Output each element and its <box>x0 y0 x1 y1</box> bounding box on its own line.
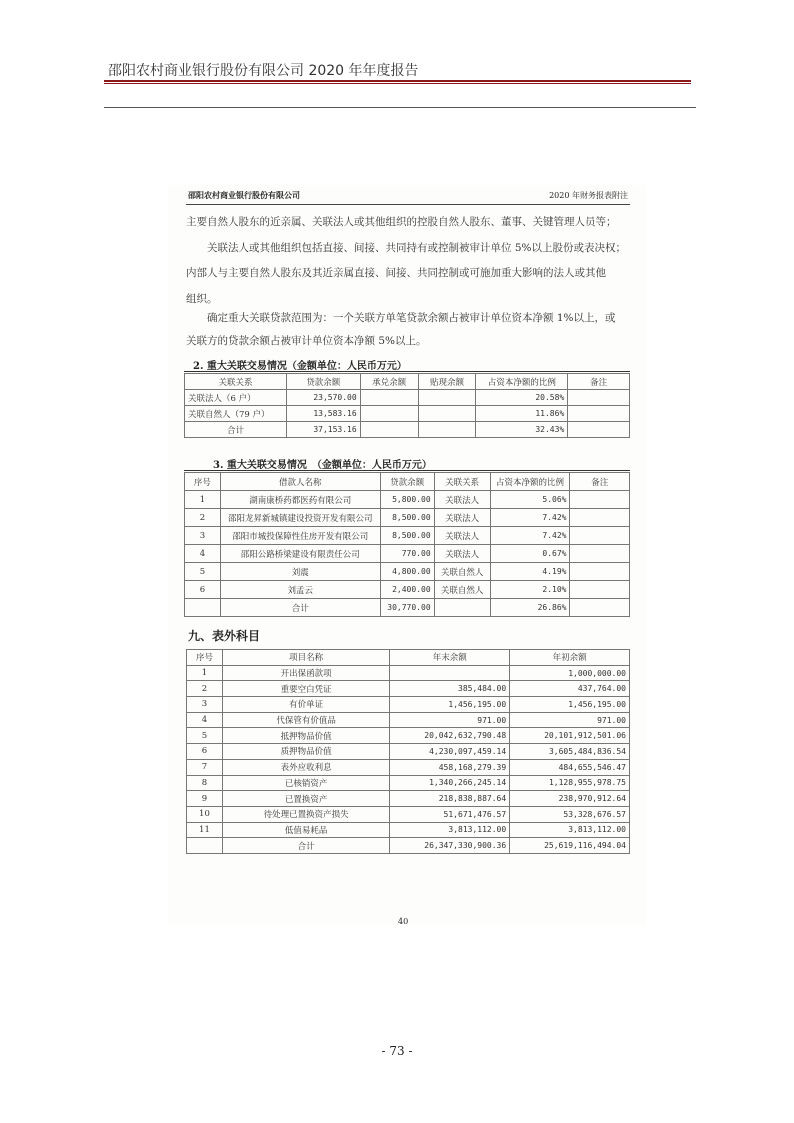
paragraph-line-6: 关联方的贷款余额占被审计单位资本净额 5%以上。 <box>186 335 427 347</box>
table-cell <box>568 390 630 406</box>
paragraph-line-4: 组织。 <box>186 293 218 305</box>
table-cell: 8,500.00 <box>380 509 434 527</box>
table-cell: 3,813,112.00 <box>390 822 510 838</box>
table-cell: 5,800.00 <box>380 491 434 509</box>
table-cell: 20,042,632,790.48 <box>390 728 510 744</box>
off-balance-sheet-table <box>186 649 630 854</box>
table-cell: 表外应收利息 <box>222 759 389 775</box>
table-cell: 质押物品价值 <box>222 744 389 760</box>
table-row <box>187 681 630 697</box>
table-header-cell: 备注 <box>570 473 630 491</box>
scan-header-section: 2020 年财务报表附注 <box>549 191 628 200</box>
related-party-summary-table <box>184 373 630 438</box>
table-cell: 30,770.00 <box>380 599 434 617</box>
table-cell: 6 <box>185 581 221 599</box>
table-cell <box>418 390 476 406</box>
table-header-row <box>185 374 630 390</box>
table-cell: 1,456,195.00 <box>390 697 510 713</box>
table-cell: 971.00 <box>510 712 630 728</box>
table-cell: 关联法人 <box>434 527 490 545</box>
table-cell: 5 <box>187 728 223 744</box>
table-cell: 458,168,279.39 <box>390 759 510 775</box>
table-cell: 2 <box>185 509 221 527</box>
paragraph-line-2: 关联法人或其他组织包括直接、间接、共同持有或控制被审计单位 5%以上股份或表决权； <box>186 242 626 254</box>
table-cell: 1 <box>187 665 223 681</box>
table-cell: 关联法人（6 户） <box>185 390 287 406</box>
scan-header-company: 邵阳农村商业银行股份有限公司 <box>188 190 300 200</box>
table-cell: 3 <box>185 527 221 545</box>
table-cell: 已核销资产 <box>222 775 389 791</box>
table-cell <box>185 599 221 617</box>
table-cell: 770.00 <box>380 545 434 563</box>
table-cell: 5 <box>185 563 221 581</box>
table-cell: 9 <box>187 791 223 807</box>
table-cell <box>434 599 490 617</box>
table-cell: 4.19% <box>490 563 570 581</box>
table-cell: 4,230,097,459.14 <box>390 744 510 760</box>
table-header-row <box>185 473 630 491</box>
table-cell <box>570 545 630 563</box>
table-header-cell: 占资本净额的比例 <box>476 374 568 390</box>
table-cell: 25,619,116,494.04 <box>510 838 630 854</box>
table-header-cell: 备注 <box>568 374 630 390</box>
table1-top-rule <box>184 371 630 372</box>
table-cell: 关联自然人（79 户） <box>185 406 287 422</box>
table-row <box>185 581 630 599</box>
table-cell: 1 <box>185 491 221 509</box>
header-rule-thin <box>104 83 691 84</box>
table-cell: 26,347,330,900.36 <box>390 838 510 854</box>
table-header-cell: 序号 <box>187 650 223 666</box>
table-cell <box>187 838 223 854</box>
table-cell: 3 <box>187 697 223 713</box>
table-cell: 8 <box>187 775 223 791</box>
table-row <box>187 728 630 744</box>
table-cell: 关联法人 <box>434 545 490 563</box>
table-cell: 437,764.00 <box>510 681 630 697</box>
table-cell <box>568 422 630 438</box>
table-row <box>187 806 630 822</box>
table-cell: 218,838,887.64 <box>390 791 510 807</box>
table-cell: 37,153.16 <box>286 422 360 438</box>
table-row <box>185 390 630 406</box>
table-cell <box>570 563 630 581</box>
paragraph-line-3: 内部人与主要自然人股东及其近亲属直接、间接、共同控制或可施加重大影响的法人或其他 <box>186 267 606 279</box>
table-cell: 2,400.00 <box>380 581 434 599</box>
table-row <box>187 822 630 838</box>
table-cell: 0.67% <box>490 545 570 563</box>
table-header-cell: 年末余额 <box>390 650 510 666</box>
major-related-loans-table <box>184 472 630 617</box>
table-cell: 20.58% <box>476 390 568 406</box>
table-header-cell: 占资本净额的比例 <box>490 473 570 491</box>
table-cell: 已置换资产 <box>222 791 389 807</box>
table-cell: 23,570.00 <box>286 390 360 406</box>
table-cell: 邵阳龙昇新城镇建设投资开发有限公司 <box>220 509 380 527</box>
table-cell: 关联自然人 <box>434 581 490 599</box>
table-cell: 7.42% <box>490 509 570 527</box>
table-header-cell: 序号 <box>185 473 221 491</box>
table-cell: 2 <box>187 681 223 697</box>
table-cell <box>360 390 418 406</box>
table-cell: 4 <box>185 545 221 563</box>
paragraph-line-1: 主要自然人股东的近亲属、关联法人或其他组织的控股自然人股东、董事、关键管理人员等； <box>186 216 617 228</box>
table2-top-rule <box>184 470 630 471</box>
table-row <box>185 545 630 563</box>
table-row <box>187 665 630 681</box>
table-cell: 20,101,912,501.06 <box>510 728 630 744</box>
table-row <box>185 491 630 509</box>
table-row <box>185 406 630 422</box>
table-total-row <box>185 599 630 617</box>
table-cell: 51,671,476.57 <box>390 806 510 822</box>
table-cell: 6 <box>187 744 223 760</box>
table-header-cell: 承兑余额 <box>360 374 418 390</box>
table-cell: 7.42% <box>490 527 570 545</box>
page-number: - 73 - <box>381 1044 413 1058</box>
table-cell <box>570 509 630 527</box>
table-cell: 邵阳市城投保障性住房开发有限公司 <box>220 527 380 545</box>
report-header: 邵阳农村商业银行股份有限公司 2020 年年度报告 <box>108 63 419 79</box>
table-cell: 238,970,912.64 <box>510 791 630 807</box>
scan-page-number: 40 <box>398 917 409 926</box>
table-cell <box>418 422 476 438</box>
table-cell: 低值易耗品 <box>222 822 389 838</box>
table-row <box>187 712 630 728</box>
table-row <box>187 697 630 713</box>
table-header-cell: 项目名称 <box>222 650 389 666</box>
table-cell <box>570 599 630 617</box>
table-cell: 1,000,000.00 <box>510 665 630 681</box>
table-header-cell: 贴现余额 <box>418 374 476 390</box>
table1-caption: 2. 重大关联交易情况（金额单位：人民币万元） <box>193 361 407 372</box>
table-cell: 3,813,112.00 <box>510 822 630 838</box>
table-cell <box>418 406 476 422</box>
table-cell: 32.43% <box>476 422 568 438</box>
table-cell: 关联法人 <box>434 491 490 509</box>
table-cell: 重要空白凭证 <box>222 681 389 697</box>
table-cell: 3,605,484,836.54 <box>510 744 630 760</box>
table-cell <box>570 491 630 509</box>
table-cell <box>568 406 630 422</box>
table-cell: 关联法人 <box>434 509 490 527</box>
table-cell: 代保管有价值品 <box>222 712 389 728</box>
header-rule <box>104 80 691 82</box>
table-cell: 待处理已置换资产损失 <box>222 806 389 822</box>
scan-header-rule <box>186 204 630 205</box>
table-cell: 刘震 <box>220 563 380 581</box>
table-cell: 关联自然人 <box>434 563 490 581</box>
table-cell: 53,328,676.57 <box>510 806 630 822</box>
table-cell <box>570 581 630 599</box>
table-row <box>187 744 630 760</box>
table-cell: 484,655,546.47 <box>510 759 630 775</box>
table-cell: 合计 <box>222 838 389 854</box>
table-header-cell: 贷款余额 <box>286 374 360 390</box>
table-cell: 开出保函款项 <box>222 665 389 681</box>
table-cell: 邵阳公路桥梁建设有限责任公司 <box>220 545 380 563</box>
table2-caption: 3. 重大关联交易情况 （金额单位：人民币万元） <box>213 460 432 471</box>
table-header-cell: 借款人名称 <box>220 473 380 491</box>
table-cell: 11 <box>187 822 223 838</box>
table-cell: 1,456,195.00 <box>510 697 630 713</box>
table-header-cell: 关联关系 <box>185 374 287 390</box>
table-header-cell: 年初余额 <box>510 650 630 666</box>
table-cell: 4,800.00 <box>380 563 434 581</box>
table-cell: 1,128,955,978.75 <box>510 775 630 791</box>
table-cell: 2.10% <box>490 581 570 599</box>
table-cell: 8,500.00 <box>380 527 434 545</box>
table-cell: 1,340,266,245.14 <box>390 775 510 791</box>
table-cell: 合计 <box>220 599 380 617</box>
content-top-rule <box>104 107 696 108</box>
table-total-row <box>187 838 630 854</box>
table-cell: 7 <box>187 759 223 775</box>
table-row <box>185 563 630 581</box>
table-total-row <box>185 422 630 438</box>
table-cell <box>360 422 418 438</box>
table-cell: 13,583.16 <box>286 406 360 422</box>
table-cell: 385,484.00 <box>390 681 510 697</box>
paragraph-line-5: 确定重大关联贷款范围为：一个关联方单笔贷款余额占被审计单位资本净额 1%以上，或 <box>186 312 616 324</box>
table-cell: 26.86% <box>490 599 570 617</box>
table-cell: 5.06% <box>490 491 570 509</box>
table-cell: 10 <box>187 806 223 822</box>
table-row <box>187 791 630 807</box>
section-title: 九、表外科目 <box>188 629 261 643</box>
table-cell: 971.00 <box>390 712 510 728</box>
table-cell: 刘孟云 <box>220 581 380 599</box>
table-header-cell: 关联关系 <box>434 473 490 491</box>
table-cell: 4 <box>187 712 223 728</box>
table-cell <box>570 527 630 545</box>
table-row <box>187 759 630 775</box>
table-row <box>187 775 630 791</box>
table-cell: 11.86% <box>476 406 568 422</box>
table-cell <box>390 665 510 681</box>
table-header-cell: 贷款余额 <box>380 473 434 491</box>
table-cell: 合计 <box>185 422 287 438</box>
table-header-row <box>187 650 630 666</box>
table-row <box>185 527 630 545</box>
table-cell: 有价单证 <box>222 697 389 713</box>
table-cell <box>360 406 418 422</box>
table-cell: 抵押物品价值 <box>222 728 389 744</box>
table-row <box>185 509 630 527</box>
table-cell: 湖南康桥药都医药有限公司 <box>220 491 380 509</box>
